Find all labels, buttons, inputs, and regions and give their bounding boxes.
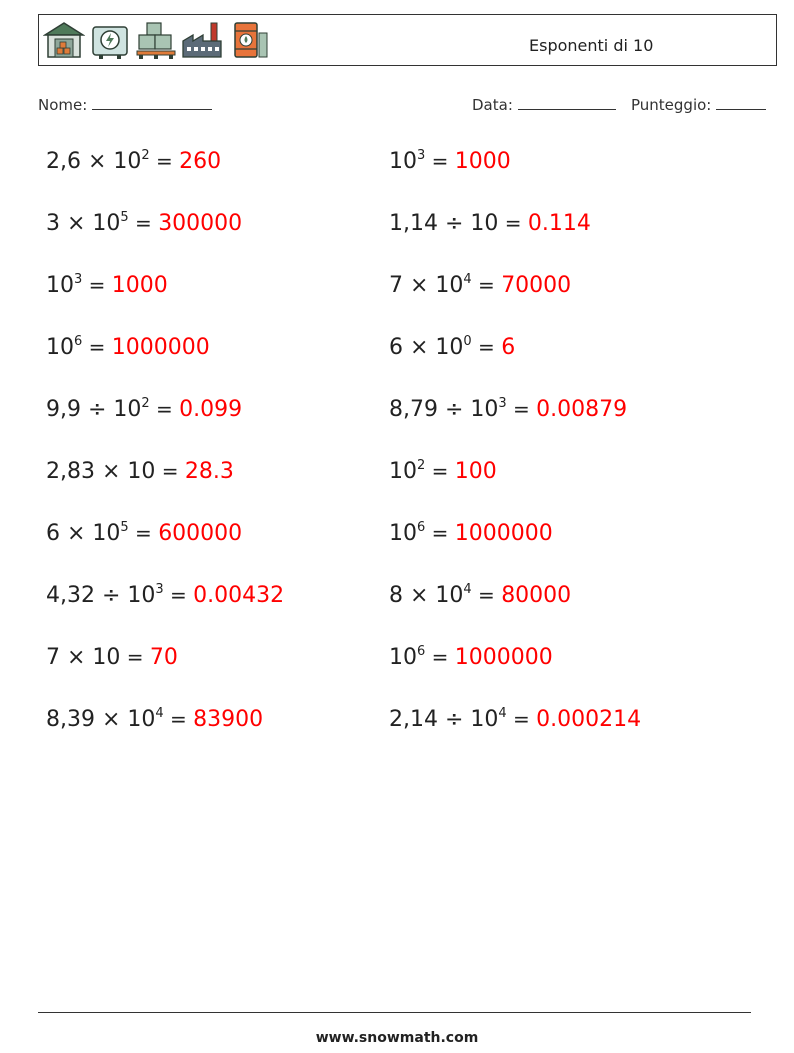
- problem-answer: 83900: [193, 707, 264, 732]
- problem-expression: 10: [389, 459, 417, 484]
- score-label: Punteggio:: [631, 96, 712, 114]
- problem-answer: 0.114: [527, 211, 591, 236]
- oil-barrel-icon: [227, 19, 269, 61]
- problem-answer: 100: [454, 459, 497, 484]
- problem-answer: 70000: [501, 273, 572, 298]
- date-blank[interactable]: [518, 94, 616, 110]
- warehouse-icon: [43, 19, 85, 61]
- problem-item: [46, 334, 210, 360]
- problem-answer: 600000: [158, 521, 243, 546]
- problem-answer: 80000: [501, 583, 572, 608]
- problem-answer: 1000000: [454, 645, 553, 670]
- worksheet-title: Esponenti di 10: [529, 36, 654, 55]
- equals-sign: =: [163, 583, 194, 607]
- electric-meter-icon: [89, 19, 131, 61]
- equals-sign: =: [120, 645, 150, 669]
- problem-exponent: 6: [417, 520, 426, 535]
- header-icons: [43, 19, 269, 63]
- problem-exponent: 2: [141, 396, 150, 411]
- problem-expression: 8 × 10: [389, 583, 464, 608]
- problem-exponent: 3: [417, 148, 426, 163]
- problem-item: [46, 396, 243, 422]
- equals-sign: =: [82, 273, 112, 297]
- problem-item: [46, 647, 178, 669]
- equals-sign: =: [471, 335, 502, 359]
- equals-sign: =: [128, 211, 159, 235]
- date-field: [472, 94, 616, 114]
- problem-answer: 28.3: [184, 459, 234, 484]
- problem-exponent: 2: [141, 148, 150, 163]
- problem-expression: 6 × 10: [389, 335, 464, 360]
- problem-expression: 10: [46, 273, 74, 298]
- problem-item: [389, 582, 572, 608]
- score-field: [631, 94, 766, 114]
- equals-sign: =: [425, 149, 455, 173]
- problem-exponent: 4: [463, 272, 472, 287]
- problem-answer: 0.00432: [193, 583, 285, 608]
- problem-exponent: 4: [155, 706, 164, 721]
- problem-item: [389, 644, 553, 670]
- problem-exponent: 6: [417, 644, 426, 659]
- problem-answer: 1000: [454, 149, 511, 174]
- problem-answer: 260: [179, 149, 222, 174]
- name-blank[interactable]: [92, 94, 212, 110]
- problem-item: [389, 213, 591, 235]
- footer-url: www.snowmath.com: [315, 1030, 479, 1046]
- problem-answer: 1000000: [111, 335, 210, 360]
- problem-item: [46, 148, 222, 174]
- problem-item: [46, 272, 168, 298]
- factory-icon: [181, 19, 223, 61]
- equals-sign: =: [149, 397, 180, 421]
- problem-item: [46, 706, 264, 732]
- problem-expression: 10: [389, 149, 417, 174]
- problem-answer: 0.000214: [536, 707, 642, 732]
- equals-sign: =: [425, 521, 455, 545]
- problem-answer: 6: [501, 335, 516, 360]
- problem-exponent: 3: [74, 272, 83, 287]
- problem-exponent: 3: [155, 582, 164, 597]
- problem-exponent: 6: [74, 334, 83, 349]
- problem-answer: 300000: [158, 211, 243, 236]
- problem-expression: 4,32 ÷ 10: [46, 583, 156, 608]
- name-label: Nome:: [38, 96, 88, 114]
- problem-expression: 7 × 10: [389, 273, 464, 298]
- problem-item: [46, 520, 243, 546]
- problem-expression: 2,14 ÷ 10: [389, 707, 499, 732]
- problem-answer: 0.099: [179, 397, 243, 422]
- problem-expression: 1,14 ÷ 10: [389, 211, 499, 236]
- equals-sign: =: [425, 645, 455, 669]
- problem-expression: 10: [389, 521, 417, 546]
- problem-expression: 9,9 ÷ 10: [46, 397, 142, 422]
- problem-exponent: 0: [463, 334, 472, 349]
- date-label: Data:: [472, 96, 513, 114]
- problem-item: [46, 582, 285, 608]
- problem-item: [46, 461, 234, 483]
- problem-item: [389, 272, 572, 298]
- problem-expression: 2,6 × 10: [46, 149, 142, 174]
- problem-answer: 0.00879: [536, 397, 628, 422]
- problem-item: [389, 520, 553, 546]
- equals-sign: =: [82, 335, 112, 359]
- problem-item: [389, 148, 511, 174]
- problem-expression: 3 × 10: [46, 211, 121, 236]
- problem-item: [389, 706, 642, 732]
- problem-item: [389, 396, 628, 422]
- problem-expression: 7 × 10: [46, 645, 121, 670]
- cargo-boxes-icon: [135, 19, 177, 61]
- score-blank[interactable]: [716, 94, 766, 110]
- problem-exponent: 3: [498, 396, 507, 411]
- equals-sign: =: [149, 149, 180, 173]
- equals-sign: =: [506, 397, 537, 421]
- problem-expression: 10: [389, 645, 417, 670]
- equals-sign: =: [155, 459, 185, 483]
- equals-sign: =: [498, 211, 528, 235]
- equals-sign: =: [471, 273, 502, 297]
- equals-sign: =: [163, 707, 194, 731]
- problem-expression: 6 × 10: [46, 521, 121, 546]
- equals-sign: =: [471, 583, 502, 607]
- problem-item: [389, 458, 497, 484]
- worksheet-header: [38, 14, 777, 66]
- problem-exponent: 5: [120, 210, 129, 225]
- problem-answer: 70: [149, 645, 178, 670]
- problem-item: [46, 210, 243, 236]
- problem-exponent: 5: [120, 520, 129, 535]
- problem-expression: 10: [46, 335, 74, 360]
- problem-expression: 8,79 ÷ 10: [389, 397, 499, 422]
- problem-answer: 1000000: [454, 521, 553, 546]
- problem-item: [389, 334, 516, 360]
- problem-expression: 8,39 × 10: [46, 707, 156, 732]
- problem-exponent: 4: [498, 706, 507, 721]
- equals-sign: =: [506, 707, 537, 731]
- equals-sign: =: [128, 521, 159, 545]
- footer-divider: [38, 1012, 751, 1013]
- problem-exponent: 4: [463, 582, 472, 597]
- problem-answer: 1000: [111, 273, 168, 298]
- name-field: [38, 94, 212, 114]
- problem-expression: 2,83 × 10: [46, 459, 156, 484]
- equals-sign: =: [425, 459, 455, 483]
- problem-exponent: 2: [417, 458, 426, 473]
